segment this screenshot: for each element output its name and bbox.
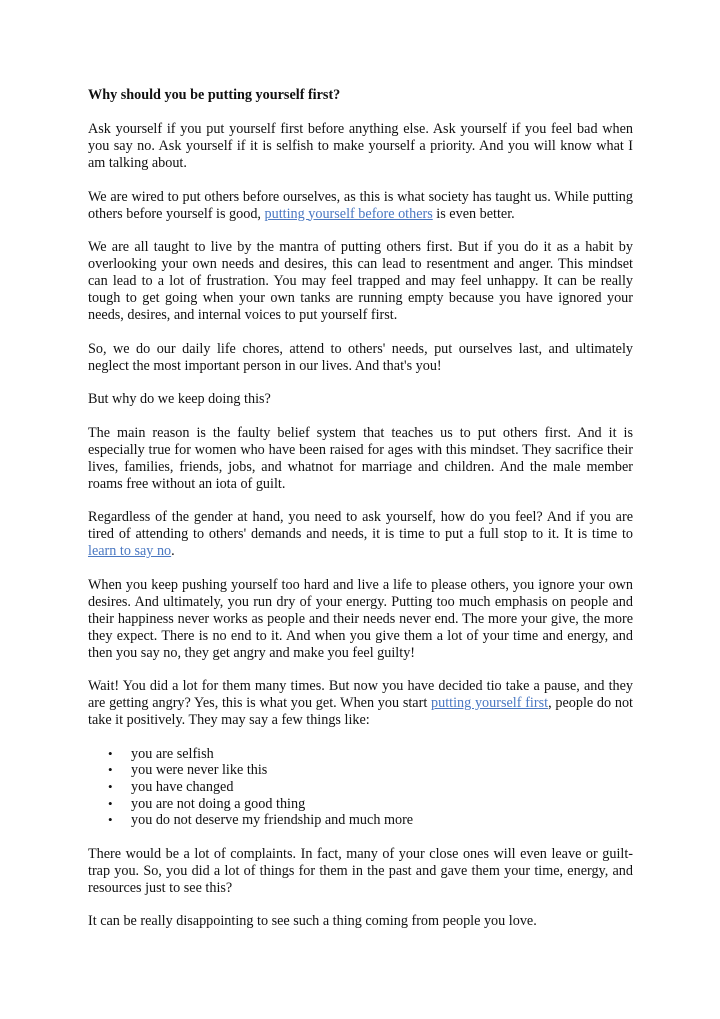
list-item <box>108 762 633 779</box>
paragraph-disappointing: It can be really disappointing to see such a thing coming from people you love. <box>88 913 537 930</box>
paragraph-text: Wait! You did a lot for them many times. But now you have decided tio take a pause, and they are getting angry? Yes, this is what you get. When you start <box>88 678 633 711</box>
bullet-icon: • <box>108 745 113 761</box>
list-item-text: you were never like this <box>131 762 268 779</box>
list-item <box>108 795 633 813</box>
paragraph-pushing: When you keep pushing yourself too hard and live a life to please others, you ignore your own desires. And ultimately, you run dry of your energy. Putting too much emphasis on people and their happiness never works as people and their needs never end. The more your give, the more they expect. There is no end to it. And when you give them a lot of your time and energy, and then you say no, they get angry and make you feel guilty! <box>88 576 633 661</box>
bullet-icon: • <box>108 812 113 828</box>
list-item-text: you are selfish <box>131 745 214 762</box>
paragraph-question: But why do we keep doing this? <box>88 391 271 407</box>
paragraph-text: Regardless of the gender at hand, you need to ask yourself, how do you feel? And if you are tired of attending to others' demands and needs, it is time to put a full stop to it. It is time to <box>88 509 633 542</box>
paragraph-wired <box>88 189 633 223</box>
paragraph-mantra: We are all taught to live by the mantra of putting others first. But if you do it as a habit by overlooking your own needs and desires, this can lead to resentment and anger. This mindset can lead to a lot of frustration. You may feel trapped and may feel unhappy. It can be really tough to get going when your own tanks are running empty because you have ignored your needs, desires, and internal voices to put yourself first. <box>88 239 633 323</box>
putting-yourself-first-link[interactable]: putting yourself first <box>431 695 549 711</box>
list-item-text: you have changed <box>131 778 234 795</box>
paragraph-text: is even better. <box>432 205 515 222</box>
list-item <box>108 778 633 796</box>
putting-yourself-before-others-link[interactable]: putting yourself before others <box>264 205 433 222</box>
paragraph-main-reason: The main reason is the faulty belief system that teaches us to put others first. And it is especially true for women who have been raised for ages with this mindset. They sacrifice their lives, families, friends, jobs, and whatnot for marriage and children. And the male member roams free without an iota of guilt. <box>88 424 633 492</box>
bullet-list <box>88 746 633 830</box>
paragraph-gender <box>88 509 633 560</box>
bullet-icon: • <box>108 762 113 778</box>
paragraph-text: We are wired to put others before ourselves, as this is what society has taught us. While putting others before yourself is good, <box>88 188 633 222</box>
list-item-text: you do not deserve my friendship and much more <box>131 812 414 829</box>
learn-to-say-no-link[interactable]: learn to say no <box>88 543 172 559</box>
bullet-icon: • <box>108 778 113 794</box>
paragraph-text: . <box>171 543 175 559</box>
bullet-icon: • <box>108 795 113 811</box>
list-item-text: you are not doing a good thing <box>131 795 306 812</box>
list-item <box>108 812 633 829</box>
paragraph-text: , people do not take it positively. They may say a few things like: <box>88 695 633 728</box>
page-title: Why should you be putting yourself first? <box>88 87 341 103</box>
paragraph-intro: Ask yourself if you put yourself first before anything else. Ask yourself if you feel bad when you say no. Ask yourself if it is selfish to make yourself a priority. And you will know what I am talking about. <box>88 121 633 171</box>
paragraph-complaints: There would be a lot of complaints. In fact, many of your close ones will even leave or guilt-trap you. So, you did a lot of things for them in the past and gave them your time, energy, and resources just to see this? <box>88 845 633 896</box>
paragraph-wait <box>88 678 633 729</box>
paragraph-daily-chores: So, we do our daily life chores, attend to others' needs, put ourselves last, and ultimately neglect the most important person in our lives. And that's you! <box>88 340 633 374</box>
list-item <box>108 745 633 763</box>
